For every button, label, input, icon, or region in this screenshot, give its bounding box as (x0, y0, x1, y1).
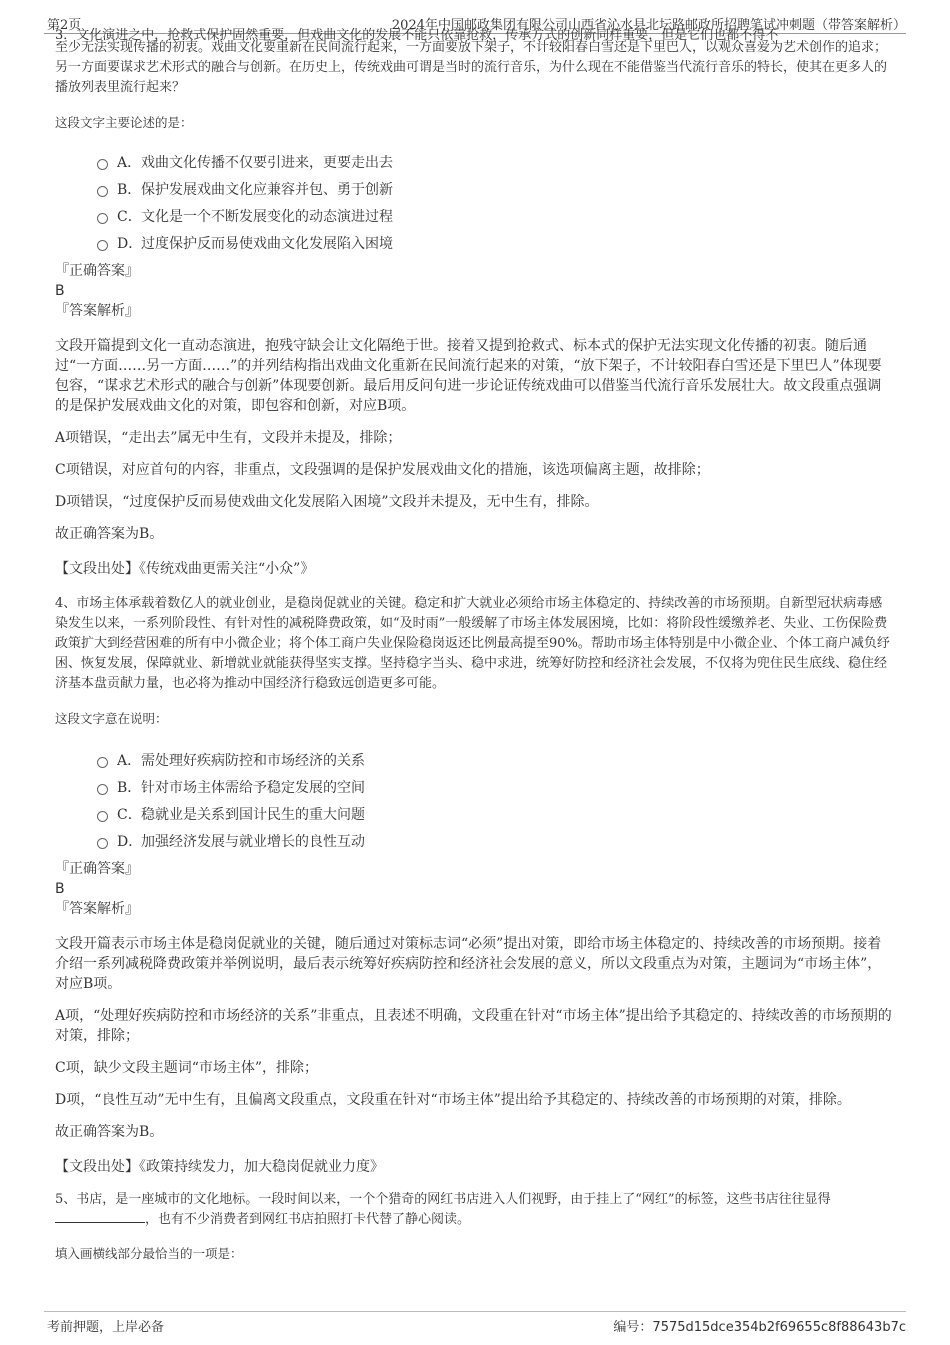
question-3 (55, 26, 895, 578)
option-c[interactable] (97, 801, 895, 828)
page-number: 第2页 (47, 18, 82, 33)
footer-code-label: 编号： (613, 1320, 653, 1335)
question-4-prompt: 这段文字意在说明： (55, 711, 168, 726)
option-text: 过度保护反而易使戏曲文化发展陷入困境 (141, 235, 393, 252)
correct-answer-label: 『正确答案』 (55, 263, 139, 279)
analysis-option-a: A项错误，“走出去”属无中生有，文段并未提及，排除； (55, 430, 402, 446)
analysis-option-a: A项，“处理好疾病防控和市场经济的关系”非重点，且表述不明确，文段重在针对“市场主体”提出给予其稳定的、持续改善的市场预期的对策，排除； (55, 1008, 892, 1044)
option-letter: C． (117, 208, 142, 225)
option-text: 针对市场主体需给予稳定发展的空间 (141, 779, 365, 796)
analysis-label: 『答案解析』 (55, 303, 139, 319)
option-a[interactable] (97, 747, 895, 774)
question-3-passage: 至少无法实现传播的初衷。戏曲文化要重新在民间流行起来，一方面要放下架子，不计较阳春白雪还是下里巴人，以观众喜爱为艺术创作的追求；另一方面要谋求艺术形式的融合与创新。在历史上，传统戏曲可谓是当时的流行音乐，为什么现在不能借鉴当代流行音乐的特长，使其在更多人的播放列表里流行起来？ (55, 40, 888, 95)
analysis-option-d: D项，“良性互动”无中生有，且偏离文段重点，文段重在针对“市场主体”提出给予其稳定的、持续改善的市场预期的对策，排除。 (55, 1092, 851, 1108)
analysis-main: 文段开篇提到文化一直动态演进，抱残守缺会让文化隔绝于世。接着又提到抢救式、标本式的保护无法实现文化传播的初衷。随后通过“一方面……另一方面……”的并列结构指出戏曲文化重新在民间流行起来的对策，“放下架子，不计较阳春白雪还是下里巴人”体现要包容，“谋求艺术形式的融合与创新”体现要创新。最后用反问句进一步论证传统戏曲可以借鉴当代流行音乐发展壮大。故文段重点强调的是保护发展戏曲文化的对策，即包容和创新，对应B项。 (55, 338, 882, 414)
radio-icon[interactable] (97, 240, 108, 251)
option-text: 稳就业是关系到国计民生的重大问题 (141, 806, 365, 823)
correct-answer-label: 『正确答案』 (55, 861, 139, 877)
footer-code-value: 7575d15dce354b2f69655c8f88643b7c (652, 1320, 906, 1335)
option-letter: B． (117, 181, 142, 198)
correct-answer-value: B (55, 283, 65, 299)
option-text: 需处理好疾病防控和市场经济的关系 (141, 752, 365, 769)
radio-icon[interactable] (97, 838, 108, 849)
option-a[interactable] (97, 149, 895, 176)
radio-icon[interactable] (97, 213, 108, 224)
question-3-options (97, 149, 895, 257)
option-d[interactable] (97, 828, 895, 855)
question-4-options (97, 747, 895, 855)
option-letter: B． (117, 779, 142, 796)
analysis-label: 『答案解析』 (55, 901, 139, 917)
analysis-conclusion: 故正确答案为B。 (55, 526, 164, 542)
document-title: 2024年中国邮政集团有限公司山西省沁水县北坛路邮政所招聘笔试冲刺题（带答案解析） (391, 18, 906, 33)
question-4-passage: 4、市场主体承载着数亿人的就业创业，是稳岗促就业的关键。稳定和扩大就业必须给市场主体稳定的、持续改善的市场预期。自新型冠状病毒感染发生以来，一系列阶段性、有针对性的减税降费政策，如“及时雨”一般缓解了市场主体发展困境，比如：将阶段性缓缴养老、失业、工伤保险费政策扩大到经营困难的所有中小微企业；将个体工商户失业保险稳岗返还比例最高提至90%。帮助市场主体特别是中小微企业、个体工商户减负纾困、恢复发展，保障就业、新增就业就能获得坚实支撑。坚持稳字当头、稳中求进，统筹好防控和经济社会发展，不仅将为兜住民生底线、稳住经济基本盘贡献力量，也必将为推动中国经济行稳致远创造更多可能。 (55, 596, 890, 691)
radio-icon[interactable] (97, 784, 108, 795)
option-letter: C． (117, 806, 142, 823)
option-letter: A． (117, 752, 142, 769)
option-text: 戏曲文化传播不仅要引进来，更要走出去 (141, 154, 393, 171)
question-5 (55, 1190, 895, 1264)
question-3-prompt: 这段文字主要论述的是： (55, 115, 193, 130)
correct-answer-value: B (55, 881, 65, 897)
fill-blank[interactable] (55, 1210, 145, 1223)
option-b[interactable] (97, 176, 895, 203)
footer-slogan: 考前押题，上岸必备 (47, 1320, 165, 1335)
option-text: 加强经济发展与就业增长的良性互动 (141, 833, 365, 850)
analysis-option-d: D项错误，“过度保护反而易使戏曲文化发展陷入困境”文段并未提及，无中生有，排除。 (55, 494, 599, 510)
question-3-passage-partial: 3．文化演进之中，抢救式保护固然重要，但戏曲文化的发展不能只依靠抢救，传承方式的创新同样重要，但是它们也都不得不 (55, 28, 779, 43)
option-letter: D． (117, 833, 143, 850)
option-b[interactable] (97, 774, 895, 801)
analysis-option-c: C项错误，对应首句的内容，非重点，文段强调的是保护发展戏曲文化的措施，该选项偏离主题，故排除； (55, 462, 710, 478)
option-text: 文化是一个不断发展变化的动态演进过程 (141, 208, 393, 225)
question-4 (55, 594, 895, 1176)
source-citation: 【文段出处】《传统戏曲更需关注“小众”》 (55, 561, 315, 577)
radio-icon[interactable] (97, 757, 108, 768)
radio-icon[interactable] (97, 159, 108, 170)
option-text: 保护发展戏曲文化应兼容并包、勇于创新 (141, 181, 393, 198)
option-letter: A． (117, 154, 142, 171)
option-c[interactable] (97, 203, 895, 230)
footer-divider (44, 1311, 906, 1312)
question-5-passage-after: ，也有不少消费者到网红书店拍照打卡代替了静心阅读。 (145, 1212, 471, 1227)
option-d[interactable] (97, 230, 895, 257)
analysis-conclusion: 故正确答案为B。 (55, 1124, 164, 1140)
question-5-passage (55, 1190, 895, 1230)
question-5-prompt: 填入画横线部分最恰当的一项是： (55, 1246, 243, 1261)
analysis-option-c: C项，缺少文段主题词“市场主体”，排除； (55, 1060, 319, 1076)
source-citation: 【文段出处】《政策持续发力，加大稳岗促就业力度》 (55, 1159, 384, 1175)
option-letter: D． (117, 235, 143, 252)
radio-icon[interactable] (97, 186, 108, 197)
document-body (55, 28, 895, 1302)
footer-code (613, 1316, 906, 1335)
question-5-passage-before: 5、书店，是一座城市的文化地标。一段时间以来，一个个猎奇的网红书店进入人们视野，由于挂上了“网红”的标签，这些书店往往显得 (55, 1192, 831, 1207)
radio-icon[interactable] (97, 811, 108, 822)
analysis-main: 文段开篇表示市场主体是稳岗促就业的关键，随后通过对策标志词“必须”提出对策，即给市场主体稳定的、持续改善的市场预期。接着介绍一系列减税降费政策并举例说明，最后表示统筹好疾病防控和经济社会发展的意义，所以文段重点为对策，主题词为“市场主体”，对应B项。 (55, 936, 882, 992)
